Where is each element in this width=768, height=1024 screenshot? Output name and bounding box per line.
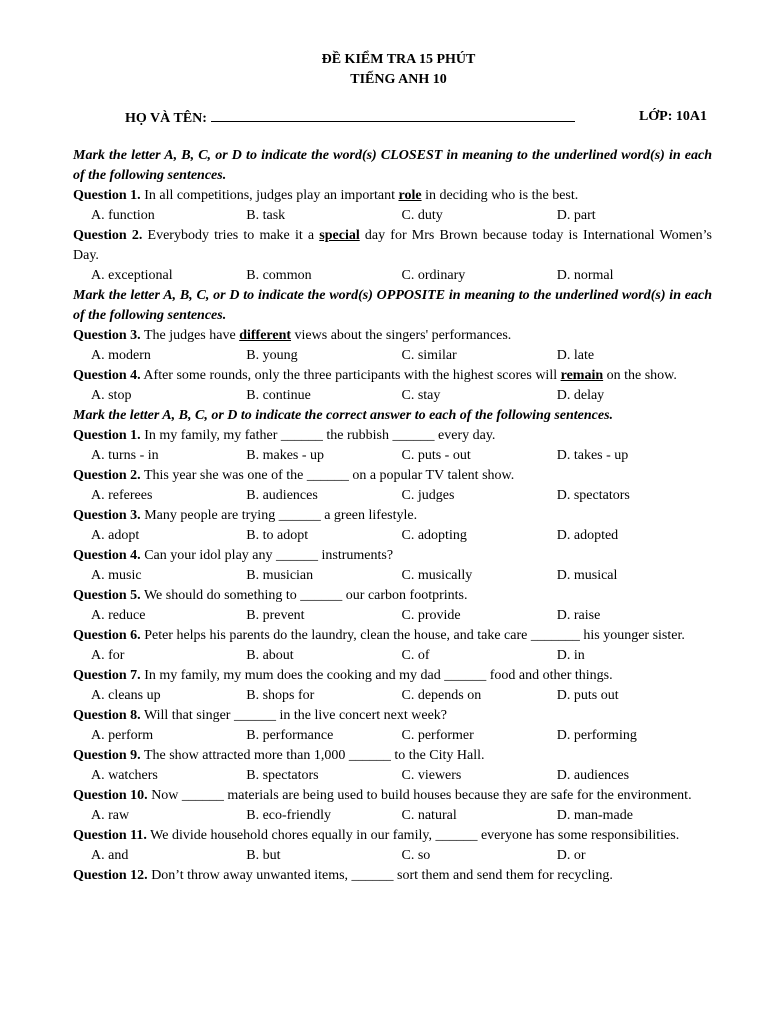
answer-option: A. stop [91, 388, 132, 403]
answer-options [73, 766, 712, 786]
question-text: In my family, my father ______ the rubbish ______ every day. [144, 428, 496, 443]
question-stem [73, 666, 712, 686]
answer-options [73, 686, 712, 706]
answer-options [73, 606, 712, 626]
answer-option: B. musician [246, 568, 314, 583]
question-number: Question 3. [73, 328, 141, 343]
answer-option: D. spectators [556, 488, 630, 503]
question-number: Question 3. [73, 508, 141, 523]
answer-option: A. modern [91, 348, 151, 363]
answer-option: A. reduce [91, 608, 146, 623]
answer-option: C. depends on [401, 688, 482, 703]
question-number: Question 1. [73, 188, 141, 203]
answer-option: B. to adopt [246, 528, 309, 543]
question-stem [73, 626, 712, 646]
answer-option: B. eco-friendly [246, 808, 331, 823]
question-number: Question 8. [73, 708, 141, 723]
answer-option: C. musically [401, 568, 473, 583]
answer-option: B. task [246, 208, 286, 223]
exam-subject: TIẾNG ANH 10 [350, 72, 447, 87]
answer-option: B. makes - up [246, 448, 325, 463]
answer-option: D. or [556, 848, 586, 863]
question-number: Question 5. [73, 588, 141, 603]
question-number: Question 4. [73, 368, 141, 383]
answer-option: B. performance [246, 728, 334, 743]
question-stem [73, 706, 712, 726]
question-sections [73, 146, 712, 886]
question-section [73, 146, 712, 286]
underlined-word: role [398, 188, 422, 203]
question-text-end: views about the singers' performances. [294, 328, 512, 343]
answer-options [73, 846, 712, 866]
question-section [73, 286, 712, 406]
answer-options [73, 346, 712, 366]
answer-options [73, 526, 712, 546]
question-stem [73, 366, 712, 386]
question-stem [73, 226, 712, 266]
answer-option: D. delay [556, 388, 605, 403]
answer-option: A. music [91, 568, 142, 583]
question-stem [73, 866, 712, 886]
answer-option: C. adopting [401, 528, 467, 543]
answer-option: C. similar [401, 348, 457, 363]
answer-option: D. normal [556, 268, 614, 283]
question-text: The show attracted more than 1,000 ______ to the City Hall. [143, 748, 485, 763]
answer-option: D. puts out [556, 688, 619, 703]
answer-option: A. adopt [91, 528, 140, 543]
question-stem [73, 186, 712, 206]
answer-option: B. shops for [246, 688, 315, 703]
answer-option: A. perform [91, 728, 154, 743]
answer-options [73, 486, 712, 506]
question-text-end: on the show. [606, 368, 677, 383]
answer-option: C. viewers [401, 768, 462, 783]
student-info-line [73, 107, 712, 129]
answer-option: B. spectators [246, 768, 319, 783]
question-number: Question 4. [73, 548, 141, 563]
exam-title: ĐỀ KIỂM TRA 15 PHÚT [321, 52, 476, 67]
answer-option: D. raise [556, 608, 601, 623]
answer-options [73, 726, 712, 746]
question-stem [73, 746, 712, 766]
answer-option: B. young [246, 348, 298, 363]
question-number: Question 2. [73, 228, 143, 243]
question-text: In my family, my mum does the cooking and my dad ______ food and other things. [144, 668, 613, 683]
answer-option: C. ordinary [401, 268, 466, 283]
question-text: We divide household chores equally in our family, ______ everyone has some responsibilities. [150, 828, 680, 843]
question-number: Question 11. [73, 828, 147, 843]
underlined-word: special [319, 228, 360, 243]
question-stem [73, 546, 712, 566]
answer-option: C. provide [401, 608, 461, 623]
answer-options [73, 386, 712, 406]
question-text: We should do something to ______ our carbon footprints. [143, 588, 468, 603]
question-text: Now ______ materials are being used to build houses because they are safe for the environment. [151, 788, 692, 803]
section-instruction: Mark the letter A, B, C, or D to indicate the correct answer to each of the following sentences. [73, 408, 614, 423]
question-number: Question 9. [73, 748, 141, 763]
question-text: The judges have [143, 328, 236, 343]
answer-option: C. of [401, 648, 430, 663]
answer-option: D. man-made [556, 808, 633, 823]
question-stem [73, 466, 712, 486]
question-stem [73, 586, 712, 606]
answer-option: B. common [246, 268, 312, 283]
answer-options [73, 206, 712, 226]
question-stem [73, 426, 712, 446]
answer-option: B. audiences [246, 488, 318, 503]
question-text: This year she was one of the ______ on a popular TV talent show. [143, 468, 515, 483]
question-stem [73, 326, 712, 346]
question-text-end: day for Mrs Brown because today is International Women’s Day. [73, 228, 713, 263]
answer-option: C. natural [401, 808, 457, 823]
answer-option: D. performing [556, 728, 637, 743]
answer-option: A. and [91, 848, 129, 863]
answer-options [73, 266, 712, 286]
question-number: Question 12. [73, 868, 148, 883]
answer-option: A. exceptional [91, 268, 173, 283]
answer-option: C. duty [401, 208, 443, 223]
answer-option: D. takes - up [556, 448, 629, 463]
answer-option: C. performer [401, 728, 474, 743]
section-instruction: Mark the letter A, B, C, or D to indicate the word(s) CLOSEST in meaning to the underlined word(s) in each of the following sentences. [73, 148, 712, 183]
underlined-word: remain [560, 368, 604, 383]
question-text: Will that singer ______ in the live concert next week? [143, 708, 448, 723]
answer-option: B. prevent [246, 608, 305, 623]
question-text: Many people are trying ______ a green lifestyle. [144, 508, 418, 523]
answer-option: C. judges [401, 488, 455, 503]
question-text: Can your idol play any ______ instruments? [144, 548, 394, 563]
answer-option: C. puts - out [401, 448, 471, 463]
question-number: Question 10. [73, 788, 148, 803]
question-number: Question 1. [73, 428, 141, 443]
student-name-label: HỌ VÀ TÊN: [125, 111, 207, 126]
section-instruction: Mark the letter A, B, C, or D to indicate the word(s) OPPOSITE in meaning to the underlined word(s) in each of the following sentences. [73, 288, 712, 323]
question-text: Peter helps his parents do the laundry, clean the house, and take care _______ his younger sister. [144, 628, 685, 643]
answer-option: C. stay [401, 388, 441, 403]
answer-option: D. in [556, 648, 585, 663]
question-stem [73, 786, 712, 806]
answer-option: D. part [556, 208, 596, 223]
question-number: Question 2. [73, 468, 141, 483]
question-text: Don’t throw away unwanted items, ______ sort them and send them for recycling. [151, 868, 613, 883]
question-number: Question 6. [73, 628, 141, 643]
answer-option: D. adopted [556, 528, 619, 543]
question-text: In all competitions, judges play an important [144, 188, 395, 203]
answer-option: D. audiences [556, 768, 630, 783]
answer-option: A. turns - in [91, 448, 159, 463]
question-section [73, 406, 712, 886]
answer-option: A. function [91, 208, 155, 223]
question-stem [73, 826, 712, 846]
question-number: Question 7. [73, 668, 141, 683]
answer-option: A. raw [91, 808, 130, 823]
answer-options [73, 446, 712, 466]
question-text: Everybody tries to make it a [147, 228, 315, 243]
answer-options [73, 646, 712, 666]
class-label: LỚP: 10A1 [638, 109, 707, 124]
underlined-word: different [239, 328, 292, 343]
answer-option: A. watchers [91, 768, 158, 783]
question-stem [73, 506, 712, 526]
student-name-field [125, 107, 575, 129]
question-text-end: in deciding who is the best. [425, 188, 579, 203]
answer-option: A. cleans up [91, 688, 161, 703]
answer-options [73, 806, 712, 826]
answer-option: B. about [246, 648, 294, 663]
answer-options [73, 566, 712, 586]
name-blank-line [211, 107, 575, 122]
answer-option: A. referees [91, 488, 153, 503]
answer-option: A. for [91, 648, 125, 663]
answer-option: B. continue [246, 388, 311, 403]
answer-option: D. late [556, 348, 595, 363]
answer-option: C. so [401, 848, 431, 863]
answer-option: D. musical [556, 568, 618, 583]
question-text: After some rounds, only the three participants with the highest scores will [143, 368, 558, 383]
answer-option: B. but [246, 848, 281, 863]
